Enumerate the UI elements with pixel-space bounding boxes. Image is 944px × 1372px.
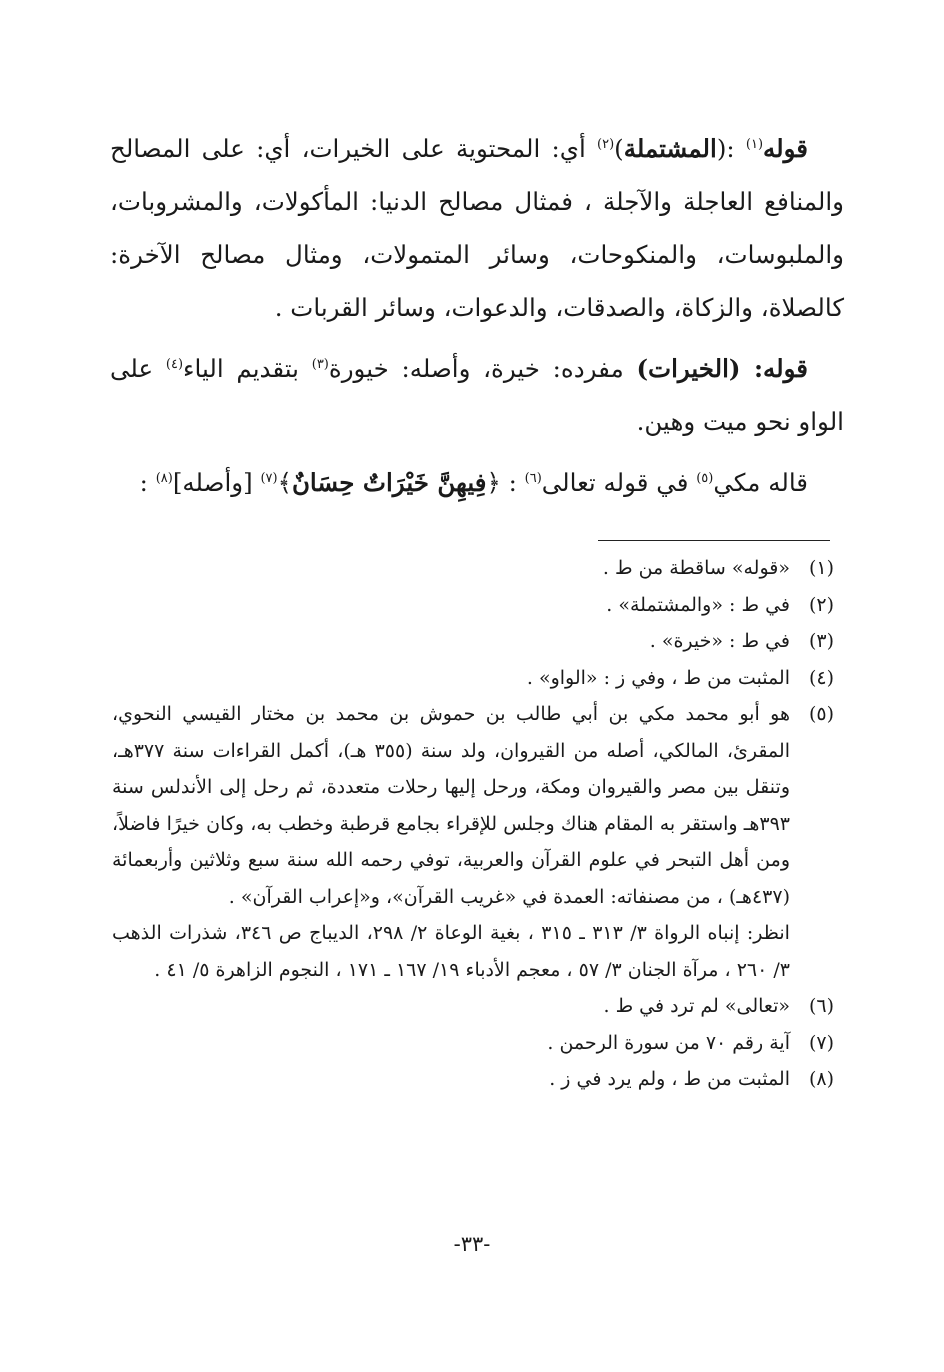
lead-word: قوله — [763, 134, 809, 163]
quran-open-bracket: : ﴿ — [486, 468, 525, 497]
footnote-text: في ط : «والمشتملة» . — [606, 593, 790, 616]
footnote-ref-7: (٧) — [260, 470, 278, 486]
footnote-number: (٢) — [808, 593, 834, 616]
footnote-ref-4: (٤) — [165, 356, 184, 372]
footnote-7 — [112, 1025, 834, 1062]
footnote-separator-rule — [598, 540, 830, 541]
footnote-ref-2: (٢) — [597, 136, 615, 152]
term-almushtamila: المشتملة — [623, 134, 717, 163]
footnote-text: «تعالى» لم ترد في ط . — [603, 995, 790, 1017]
footnote-number: (٦) — [808, 995, 834, 1017]
footnote-text: المثبت من ط ، ولم يرد في ز . — [549, 1068, 790, 1090]
paragraph-text: في قوله تعالى — [541, 468, 697, 497]
footnote-5 — [112, 696, 834, 988]
footnote-biography: هو أبو محمد مكي بن أبي طالب بن حموش بن محمد بن مختار القيسي النحوي، المقرئ، المالكي، أصله من القيروان، ولد سنة (٣٥٥ هـ)، أكمل القراءات سنة ٣٧٧هـ، وتنقل بين مصر والقيروان ومكة، ورحل إليها رحلات متعددة، ثم رحل إلى الأندلس سنة ٣٩٣هـ واستقر به المقام هناك وجلس للإقراء بجامع قرطبة وخطب به، وكان خيرًا فاضلاً، ومن أهل التبحر في علوم القرآن والعربية، توفي رحمه الله سنة سبع وثلاثين وأربعمائة (٤٣٧هـ) ، من مصنفاته: العمدة في «غريب القرآن»، و«إعراب القرآن» . — [112, 703, 790, 908]
footnote-text: في ط : «خيرة» . — [649, 630, 790, 652]
paragraph-qawluhu-almushtamila — [110, 122, 844, 334]
paragraph-text: : — [139, 468, 156, 497]
page-number: -٣٣- — [453, 1232, 491, 1256]
quran-verse: فِيهِنَّ خَيْرَاتٌ حِسَانٌ — [291, 468, 487, 497]
footnote-number: (٥) — [808, 703, 834, 725]
paragraph-text: قاله مكي — [713, 468, 808, 497]
footnote-text: «قوله» ساقطة من ط . — [602, 557, 790, 579]
paragraph-text: بتقديم الياء — [183, 354, 312, 383]
footnote-ref-8: (٨) — [155, 470, 173, 486]
paragraph-text: [وأصله] — [172, 468, 261, 497]
footnote-1 — [112, 550, 834, 587]
footnote-3 — [112, 623, 834, 660]
footnote-ref-5: (٥) — [696, 470, 714, 486]
paragraph-body: أي: المحتوية على الخيرات، أي: على المصالح والمنافع العاجلة والآجلة ، فمثال مصالح الدنيا: المأكولات، والمشروبات، والملبوسات، والمنكوحات، وسائر المتمولات، ومثال مصالح الآخرة: كالصلاة، والزكاة، والصدقات، والدعوات، وسائر القربات . — [110, 134, 844, 322]
footnote-text — [112, 696, 790, 988]
separator: :( — [716, 134, 746, 163]
footnote-number: (٧) — [808, 1031, 834, 1054]
footnote-6 — [112, 988, 834, 1025]
main-text — [110, 122, 844, 517]
quran-close-bracket: ﴾ — [277, 468, 292, 497]
lead-term-alkhayrat: قوله: (الخيرات) — [636, 354, 808, 383]
paragraph-text: على الواو نحو ميت وهين. — [110, 354, 844, 436]
footnote-number: (٣) — [808, 630, 834, 652]
footnote-8 — [112, 1061, 834, 1098]
paragraph-qawluhu-alkhayrat — [110, 342, 844, 448]
close-paren: ) — [614, 134, 624, 163]
footnote-references: انظر: إنباه الرواة ٣/ ٣١٣ ـ ٣١٥ ، بغية الوعاة ٢/ ٢٩٨، الديباج ص ٣٤٦، شذرات الذهب ٣/ ٢٦٠ ، مرآة الجنان ٣/ ٥٧ ، معجم الأدباء ١٩/ ١٦٧ ـ ١٧١ ، النجوم الزاهرة ٥/ ٤١ . — [112, 922, 790, 981]
footnote-number: (٤) — [808, 666, 834, 689]
footnote-4 — [112, 660, 834, 697]
footnotes — [112, 550, 834, 1098]
footnote-text: آية رقم ٧٠ من سورة الرحمن . — [547, 1031, 790, 1054]
paragraph-qalahu-makki — [110, 456, 844, 509]
footnote-ref-1: (١) — [745, 136, 764, 152]
footnote-text: المثبت من ط ، وفي ز : «الواو» . — [526, 666, 790, 689]
paragraph-text: مفرده: خيرة، وأصله: خيورة — [328, 354, 637, 383]
footnote-ref-6: (٦) — [524, 470, 542, 486]
footnote-2 — [112, 587, 834, 624]
footnote-number: (١) — [808, 557, 834, 579]
footnote-ref-3: (٣) — [311, 356, 329, 372]
footnote-number: (٨) — [808, 1068, 834, 1090]
